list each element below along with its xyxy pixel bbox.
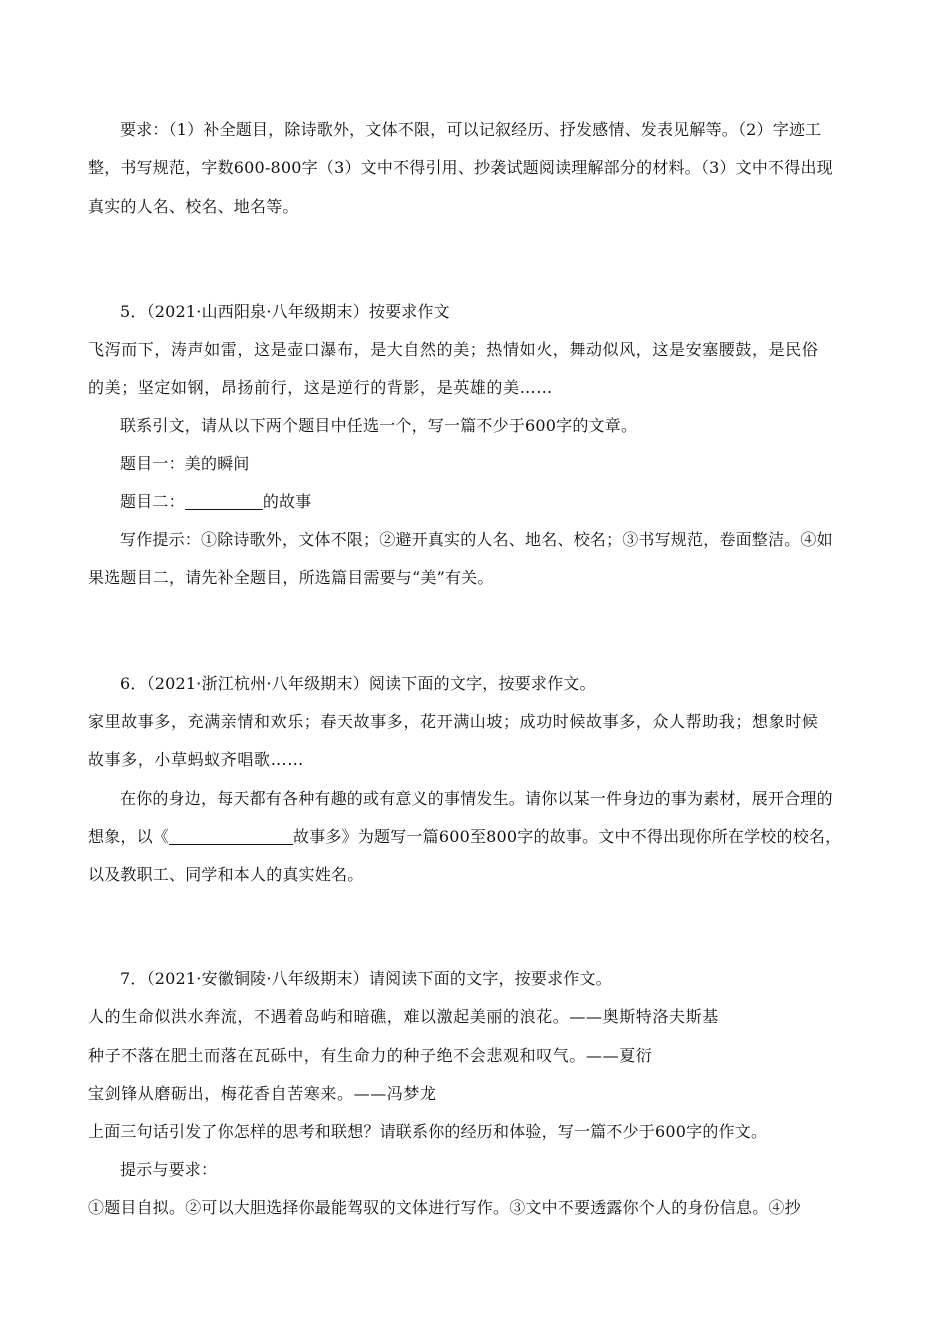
question-7-tips-line-1: ①题目自拟。②可以大胆选择你最能驾驭的文体进行写作。③文中不要透露你个人的身份信息。④抄 (88, 1198, 801, 1217)
requirements-line-2: 整，书写规范，字数600-800字（3）文中不得引用、抄袭试题阅读理解部分的材料。（3）文中不得出现 (88, 158, 833, 177)
question-5-heading: 5．（2021·山西阳泉·八年级期末）按要求作文 (120, 302, 450, 321)
title-option-2-suffix: 的故事 (262, 492, 312, 511)
question-6-heading: 6．（2021·浙江杭州·八年级期末）阅读下面的文字，按要求作文。 (120, 674, 596, 693)
question-5-tips-line-2: 果选题目二，请先补全题目，所选篇目需要与“美”有关。 (88, 568, 494, 587)
question-5-quote-line-2: 的美；坚定如钢，昂扬前行，这是逆行的背影，是英雄的美…… (88, 378, 553, 397)
question-5-title-option-2 (120, 492, 868, 512)
question-5-tips-line-1: 写作提示：①除诗歌外，文体不限；②避开真实的人名、地名、校名；③书写规范，卷面整洁。④如 (120, 530, 833, 549)
question-6-body-line-3: 以及教职工、同学和本人的真实姓名。 (88, 865, 364, 884)
question-7-tips-label: 提示与要求： (120, 1160, 218, 1179)
question-7-quote-3: 宝剑锋从磨砺出，梅花香自苦寒来。——冯梦龙 (88, 1084, 437, 1103)
body-line-2-prefix: 想象，以《 (88, 827, 170, 846)
question-6-body-line-2 (88, 827, 868, 847)
question-5-quote-line-1: 飞泻而下，涛声如雷，这是壶口瀑布，是大自然的美；热情如火，舞动似风，这是安塞腰鼓，是民俗 (88, 340, 819, 359)
question-5-instruction: 联系引文，请从以下两个题目中任选一个，写一篇不少于600字的文章。 (120, 416, 638, 435)
requirements-line-1: 要求：（1）补全题目，除诗歌外，文体不限，可以记叙经历、抒发感情、发表见解等。（2）字迹工 (120, 120, 822, 139)
question-5-title-option-1: 题目一：美的瞬间 (120, 454, 250, 473)
fill-in-blank (185, 493, 263, 510)
question-6-quote-line-2: 故事多，小草蚂蚁齐唱歌…… (88, 750, 304, 769)
question-6-quote-line-1: 家里故事多，充满亲情和欢乐；春天故事多，花开满山坡；成功时候故事多，众人帮助我；想象时候 (88, 712, 819, 731)
question-7-instruction: 上面三句话引发了你怎样的思考和联想？请联系你的经历和体验，写一篇不少于600字的作文。 (88, 1122, 768, 1141)
requirements-line-3: 真实的人名、校名、地名等。 (88, 197, 299, 216)
question-7-heading: 7．（2021·安徽铜陵·八年级期末）请阅读下面的文字，按要求作文。 (120, 969, 612, 988)
fill-in-blank (169, 828, 293, 845)
question-7-quote-2: 种子不落在肥土而落在瓦砾中，有生命力的种子绝不会悲观和叹气。——夏衍 (88, 1046, 653, 1065)
title-option-2-prefix: 题目二： (120, 492, 185, 511)
body-line-2-suffix: 故事多》为题写一篇600至800字的故事。文中不得出现你所在学校的校名， (293, 827, 842, 846)
question-6-body-line-1: 在你的身边，每天都有各种有趣的或有意义的事情发生。请你以某一件身边的事为素材，展开合理的 (120, 789, 833, 808)
question-7-quote-1: 人的生命似洪水奔流，不遇着岛屿和暗礁，难以激起美丽的浪花。——奥斯特洛夫斯基 (88, 1007, 719, 1026)
